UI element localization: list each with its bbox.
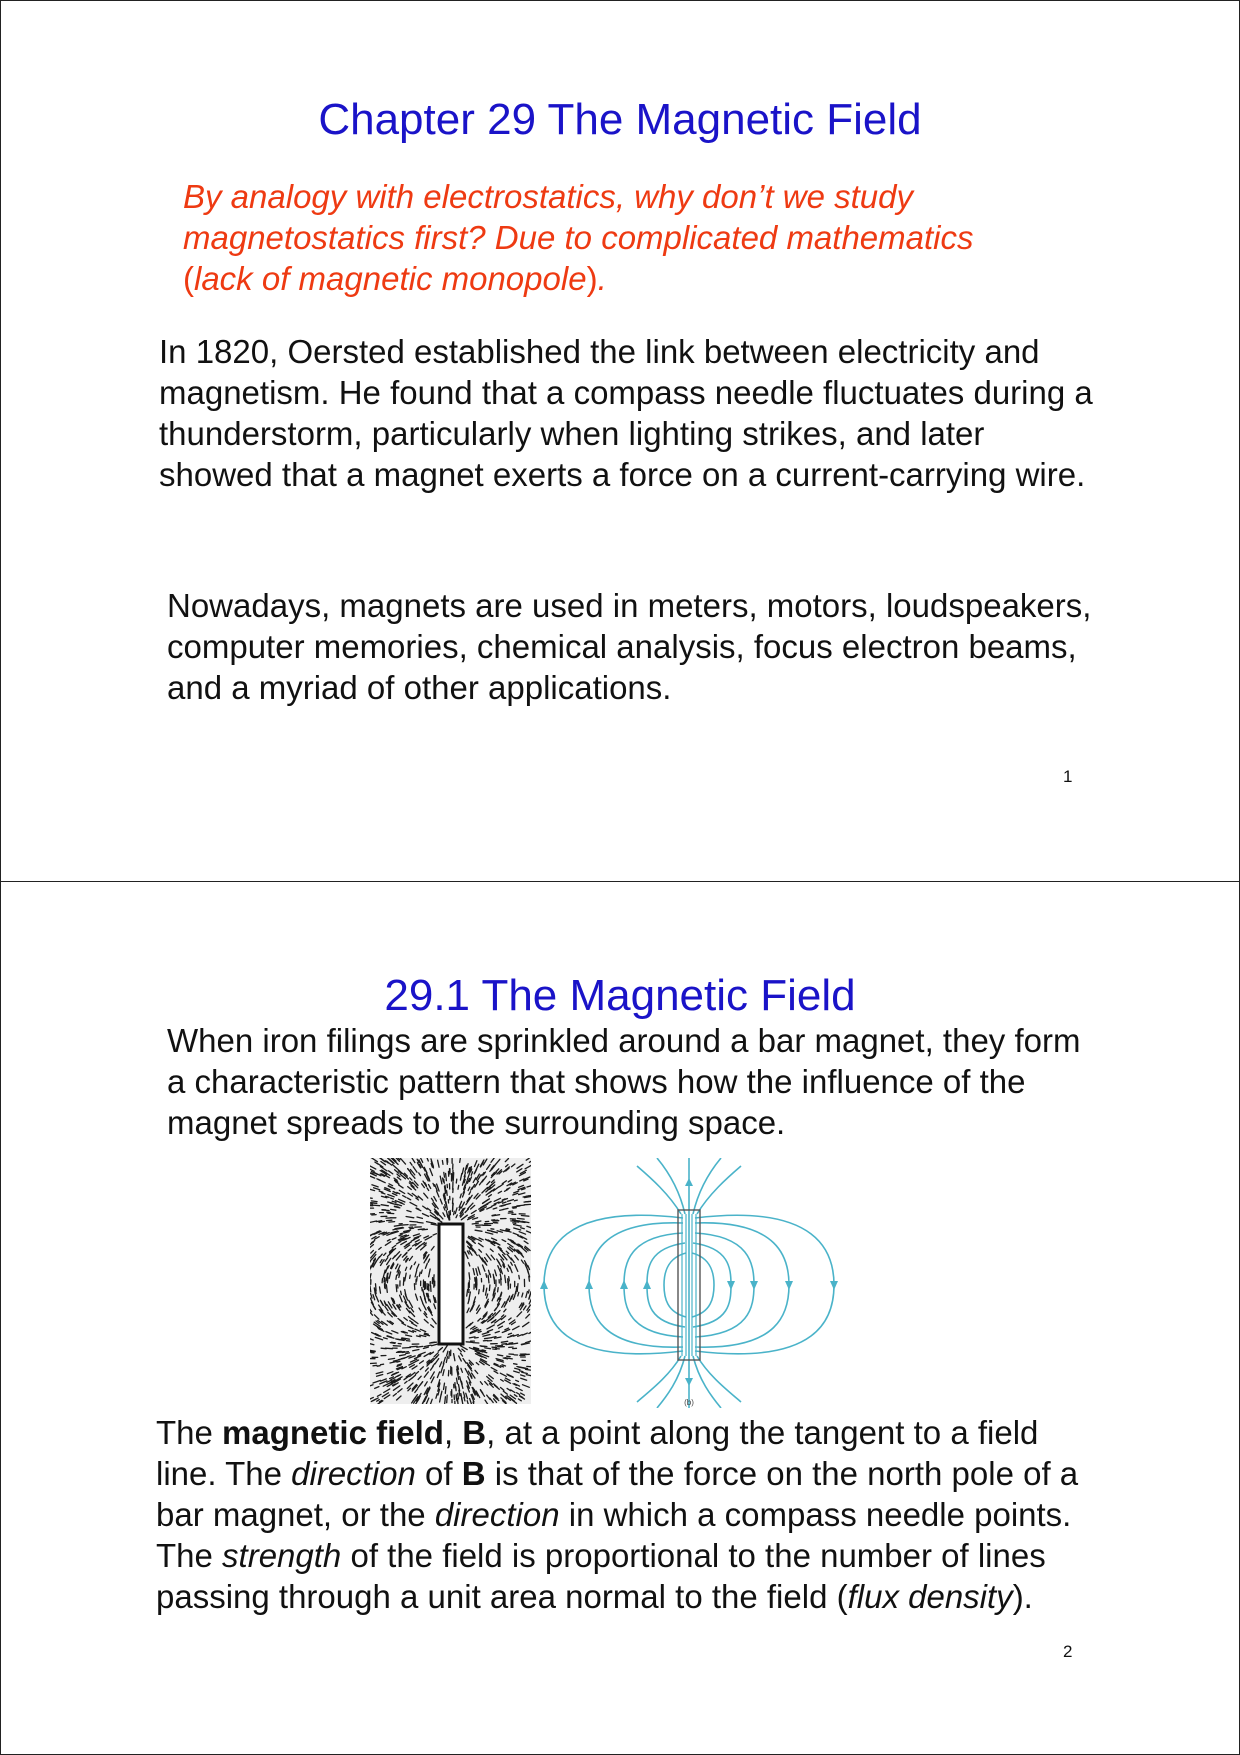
iron-filing — [502, 1344, 507, 1345]
iron-filing — [479, 1290, 480, 1294]
field-line — [589, 1223, 683, 1347]
iron-filing — [529, 1290, 530, 1293]
iron-filing — [426, 1293, 427, 1296]
field-lines-diagram — [539, 1158, 839, 1408]
motivating-question: By analogy with electrostatics, why don’t we study magnetostatics first? Due to complicated mathematics (lack of magnetic monopole). — [183, 178, 974, 297]
iron-filing — [517, 1284, 518, 1292]
iron-filing — [449, 1352, 450, 1359]
iron-filing — [445, 1397, 446, 1404]
iron-filing — [385, 1348, 392, 1349]
iron-filing — [417, 1346, 423, 1347]
iron-filing — [403, 1348, 411, 1349]
iron-filing — [507, 1356, 510, 1357]
iron-filing — [458, 1393, 459, 1399]
iron-filing — [509, 1277, 510, 1281]
iron-filing — [401, 1291, 402, 1294]
iron-filing — [434, 1275, 435, 1282]
field-line — [693, 1356, 721, 1408]
iron-filing — [488, 1230, 493, 1231]
iron-filing — [375, 1289, 376, 1294]
iron-filing — [396, 1275, 397, 1279]
iron-filing — [475, 1338, 479, 1339]
iron-filing — [498, 1288, 499, 1292]
iron-filing — [379, 1221, 384, 1222]
field-line — [692, 1253, 714, 1317]
iron-filing — [444, 1172, 445, 1177]
iron-filing — [419, 1272, 420, 1276]
field-line — [637, 1356, 681, 1402]
slide-2 — [0, 881, 1240, 1755]
iron-filing — [467, 1290, 468, 1296]
iron-filing — [403, 1278, 404, 1286]
iron-filing — [430, 1299, 431, 1302]
iron-filing — [400, 1225, 408, 1226]
iron-filing — [447, 1191, 448, 1196]
iron-filing — [519, 1371, 523, 1372]
iron-filings-image — [370, 1158, 531, 1404]
iron-filing — [464, 1397, 465, 1401]
slide-2-title: 29.1 The Magnetic Field — [384, 971, 856, 1020]
iron-filing — [456, 1179, 457, 1183]
field-line — [664, 1253, 686, 1317]
iron-filing — [389, 1222, 395, 1223]
iron-filing — [453, 1203, 454, 1210]
iron-filing — [370, 1286, 371, 1292]
iron-filing — [384, 1278, 385, 1283]
iron-filing — [457, 1378, 458, 1384]
iron-filing — [466, 1342, 472, 1343]
iron-filing — [514, 1364, 517, 1365]
iron-filing — [445, 1205, 446, 1208]
iron-filing — [428, 1293, 429, 1297]
iron-filing — [492, 1215, 496, 1216]
field-line — [697, 1166, 741, 1214]
iron-filing — [519, 1275, 520, 1279]
field-line — [657, 1158, 685, 1214]
iron-filing — [526, 1369, 531, 1370]
slide-1-title: Chapter 29 The Magnetic Field — [318, 95, 922, 144]
iron-filing — [515, 1222, 519, 1223]
iron-filing — [483, 1350, 486, 1351]
iron-filing — [370, 1198, 372, 1199]
iron-filing — [456, 1394, 457, 1400]
iron-filing — [485, 1348, 491, 1349]
magnetic-field-definition: The magnetic field, B, at a point along the tangent to a field line. The direction of B is that of the force on the north pole of a bar magnet, or the direction in which a compass needle points. The strength of the field is proportional to the number of lines passing through a unit area normal to the field (flux density). — [156, 1414, 1079, 1615]
iron-filing — [421, 1270, 422, 1273]
iron-filing — [402, 1352, 408, 1353]
iron-filing — [524, 1201, 531, 1202]
iron-filing — [410, 1346, 417, 1347]
iron-filing — [377, 1366, 380, 1367]
iron-filing — [492, 1337, 496, 1338]
iron-filing — [486, 1274, 487, 1278]
iron-filing — [501, 1293, 502, 1296]
iron-filing — [406, 1353, 410, 1354]
iron-filing — [386, 1285, 387, 1293]
iron-filing — [447, 1395, 448, 1403]
iron-filing — [517, 1205, 525, 1206]
iron-filing — [490, 1274, 491, 1277]
iron-filing — [514, 1200, 517, 1201]
iron-filing — [410, 1275, 411, 1278]
iron-filing — [517, 1218, 524, 1219]
iron-filing — [396, 1285, 397, 1292]
iron-filing — [445, 1387, 446, 1394]
page-number: 2 — [1063, 1642, 1073, 1661]
oersted-paragraph: In 1820, Oersted established the link between electricity and magnetism. He found that a compass needle fluctuates during a thunderstorm, particularly when lighting strikes, and later showed that a magnet exerts a force on a current-carrying wire. — [159, 333, 1093, 493]
iron-filing — [422, 1229, 427, 1230]
iron-filing — [417, 1336, 421, 1337]
iron-filing — [370, 1352, 374, 1353]
iron-filing — [444, 1179, 445, 1183]
iron-filing — [488, 1275, 489, 1283]
iron-filings-paragraph: When iron filings are sprinkled around a bar magnet, they form a characteristic pattern that shows how the influence of the magnet spreads to the surrounding space. — [167, 1022, 1081, 1141]
iron-filing — [458, 1185, 459, 1189]
iron-filing — [382, 1210, 389, 1211]
iron-filing — [397, 1352, 403, 1353]
field-line — [637, 1166, 681, 1214]
iron-filing — [387, 1277, 388, 1283]
iron-filing — [391, 1209, 396, 1210]
iron-filing — [410, 1221, 418, 1222]
iron-filing — [529, 1276, 530, 1281]
figure-label: (b) — [684, 1398, 694, 1407]
iron-filing — [394, 1225, 399, 1226]
field-line — [693, 1158, 721, 1214]
iron-filing — [521, 1216, 529, 1217]
iron-filing — [472, 1223, 478, 1224]
iron-filing — [446, 1173, 447, 1180]
iron-filing — [513, 1208, 516, 1209]
iron-filing — [410, 1228, 414, 1229]
applications-paragraph: Nowadays, magnets are used in meters, motors, loudspeakers, computer memories, chemical analysis, focus electron beams, and a myriad of other applications. — [167, 587, 1092, 706]
field-line — [657, 1356, 685, 1408]
iron-filing — [503, 1358, 507, 1359]
iron-filing — [435, 1299, 436, 1302]
field-line — [695, 1223, 789, 1347]
field-line — [697, 1356, 741, 1402]
iron-filing — [469, 1273, 470, 1280]
page-number: 1 — [1063, 767, 1073, 786]
iron-filing — [442, 1161, 443, 1165]
iron-filing — [513, 1223, 516, 1224]
iron-filing — [527, 1366, 531, 1367]
iron-filing — [489, 1285, 490, 1291]
iron-filing — [417, 1277, 418, 1282]
iron-filing — [454, 1211, 455, 1214]
iron-filing — [392, 1342, 396, 1343]
field-line — [624, 1233, 683, 1337]
iron-filing — [381, 1364, 384, 1365]
iron-filing — [373, 1205, 380, 1206]
iron-filing — [418, 1222, 423, 1223]
iron-filing — [371, 1201, 377, 1202]
field-line — [695, 1233, 754, 1337]
